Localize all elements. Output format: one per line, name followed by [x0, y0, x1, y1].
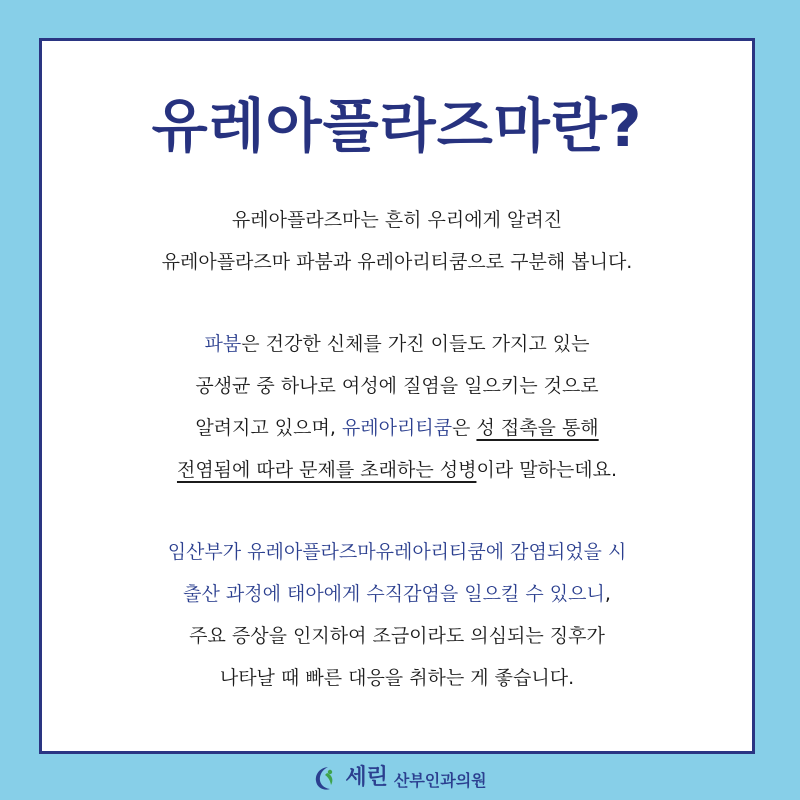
description-line-2: 공생균 중 하나로 여성에 질염을 일으키는 것으로: [195, 375, 599, 397]
intro-line-1: 유레아플라즈마는 흔히 우리에게 알려진: [231, 209, 563, 231]
advice-comma: ,: [604, 583, 611, 605]
description-line-3: [42, 407, 752, 449]
description-line-4: [42, 449, 752, 491]
advice-line-4: 나타날 때 빠른 대응을 취하는 게 좋습니다.: [219, 667, 575, 689]
intro-line-2: 유레아플라즈마 파붐과 유레아리티쿰으로 구분해 봅니다.: [161, 251, 633, 273]
description-text: 은: [452, 417, 477, 439]
highlight-urealyticum: 유레아리티쿰: [341, 417, 453, 439]
advice-paragraph: [42, 531, 752, 699]
intro-paragraph: [42, 199, 752, 283]
page-title: 유레아플라즈마란?: [151, 92, 643, 160]
description-paragraph: [42, 323, 752, 491]
highlight-parvum: 파붐: [204, 333, 242, 355]
description-text: 은 건강한 신체를 가진 이들도 가지고 있는: [241, 333, 590, 355]
description-line-1: [42, 323, 752, 365]
description-text: 이라 말하는데요.: [476, 459, 618, 481]
footer-logo: [0, 760, 800, 796]
content-card: [39, 38, 755, 754]
description-text: 알려지고 있으며,: [195, 417, 342, 439]
advice-line-1: 임산부가 유레아플라즈마유레아리티쿰에 감염되었을 시: [167, 541, 627, 563]
highlight-vertical-infection: 출산 과정에 태아에게 수직감염을 일으킬 수 있으니: [183, 583, 605, 605]
advice-line-2: [42, 573, 752, 615]
underlined-text: 성 접촉을 통해: [476, 417, 599, 439]
advice-line-3: 주요 증상을 인지하여 조금이라도 의심되는 징후가: [189, 625, 605, 647]
underlined-text: 전염됨에 따라 문제를 초래하는 성병: [176, 459, 477, 481]
seren-logo-icon: [313, 764, 339, 792]
clinic-name: 산부인과의원: [393, 771, 487, 790]
brand-name: 세린: [345, 765, 388, 790]
